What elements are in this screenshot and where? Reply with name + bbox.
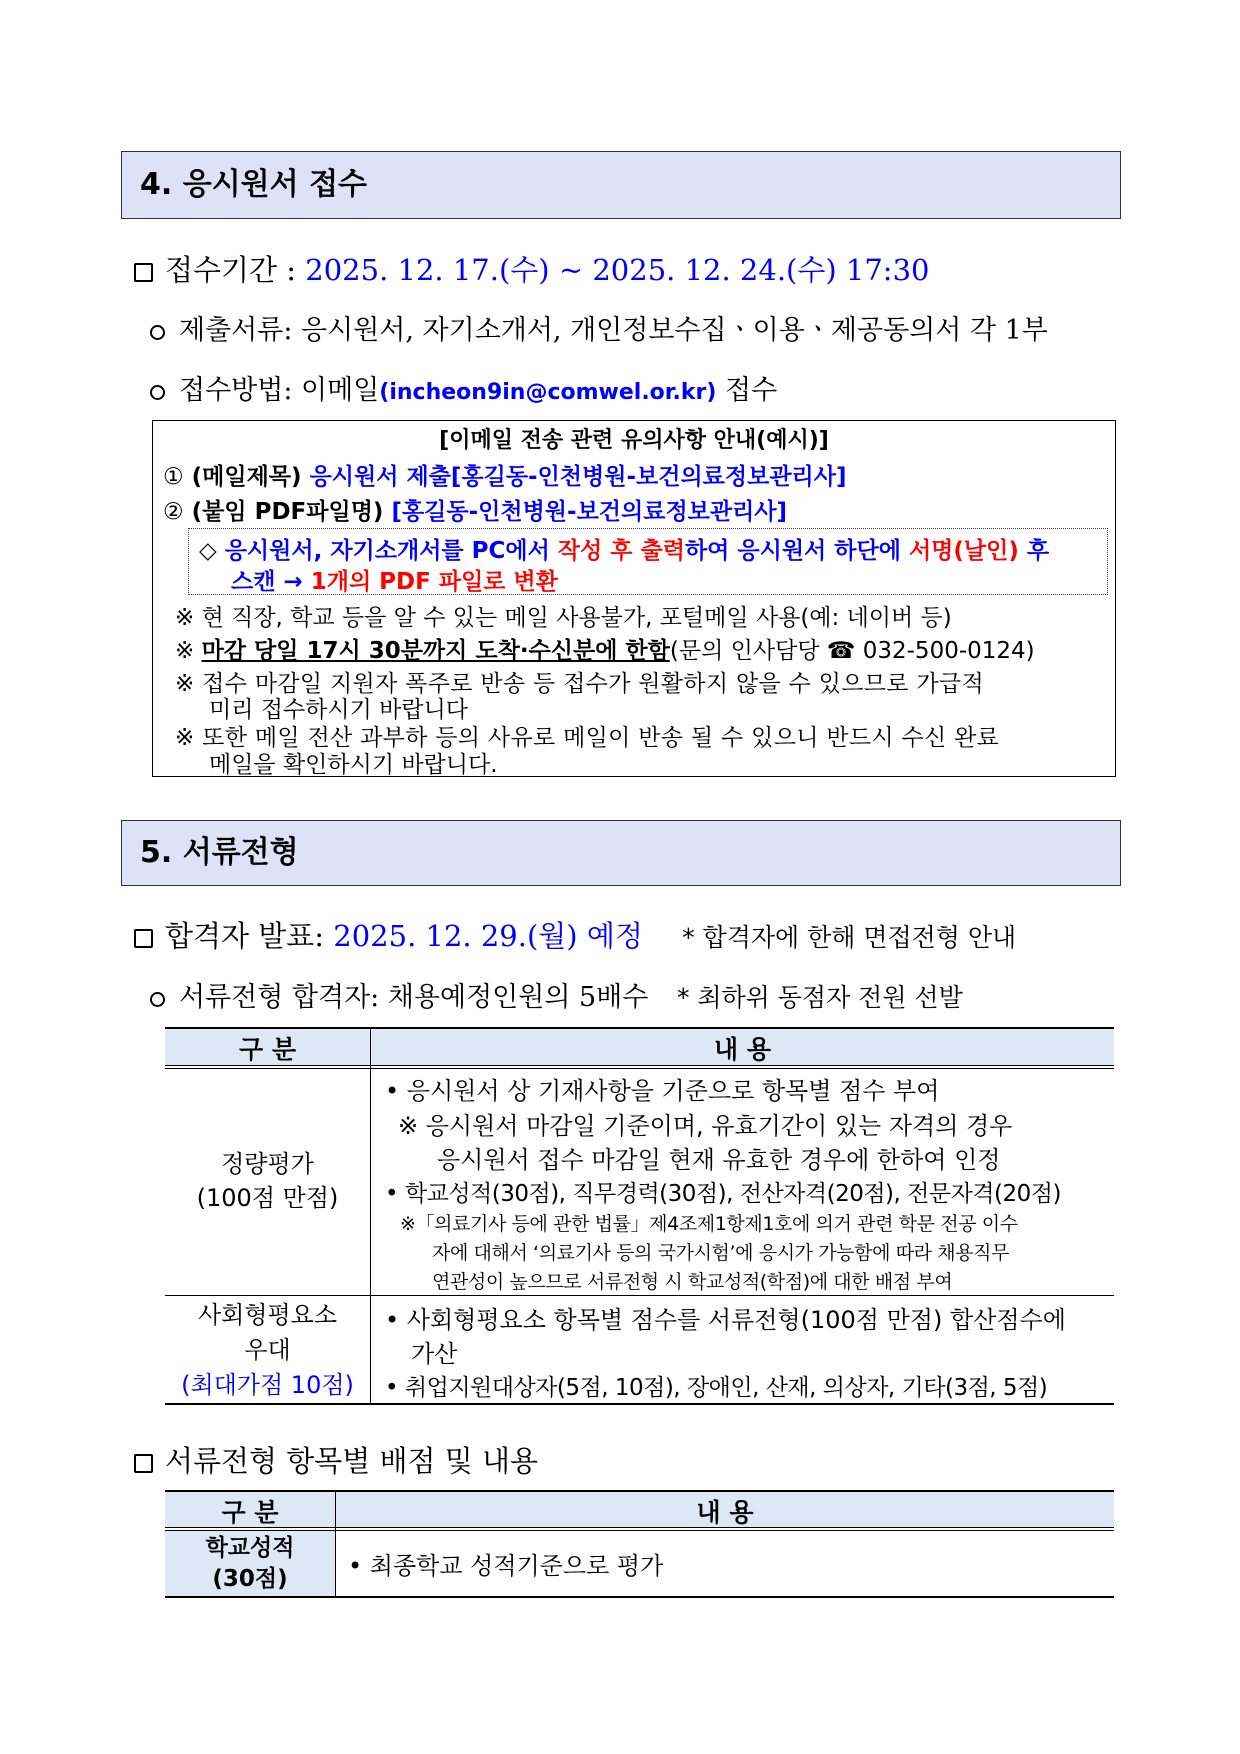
table2-header-col1: 구 분 xyxy=(221,1498,279,1527)
pass-note: * 최하위 동점자 전원 선발 xyxy=(676,983,963,1012)
notice-item2 xyxy=(163,493,787,526)
docs-value: 응시원서, 자기소개서, 개인정보수집ㆍ이용ㆍ제공동의서 각 1부 xyxy=(301,315,1048,346)
table2-row1-title: 학교성적 xyxy=(205,1535,295,1561)
notice-title: [이메일 전송 관련 유의사항 안내(예시)] xyxy=(439,428,829,453)
checkbox-square-icon xyxy=(134,929,153,948)
pdf-instruction-line1 xyxy=(199,532,1049,565)
row1-line1: • 응시원서 상 기재사항을 기준으로 항목별 점수 부여 xyxy=(385,1077,940,1105)
diamond-icon: ◇ xyxy=(199,538,217,564)
method-label: 접수방법: xyxy=(179,375,293,406)
table1-header-col2: 내 용 xyxy=(713,1035,771,1064)
notice-item1-label: (메일제목) xyxy=(191,464,302,490)
circle-bullet-icon xyxy=(150,385,165,400)
row2-col1-title: 사회형평요소 xyxy=(197,1301,338,1329)
announce-label: 합격자 발표: xyxy=(165,919,325,953)
instruction-text-c: 하여 응시원서 하단에 xyxy=(684,538,909,564)
row2-col1-title2: 우대 xyxy=(244,1336,291,1364)
row2-line2: 가산 xyxy=(411,1340,458,1368)
notice-note3-line1: ※ 접수 마감일 지원자 폭주로 반송 등 접수가 원활하지 않을 수 있으므로 가급적 xyxy=(175,671,984,697)
period-value: 2025. 12. 17.(수) ~ 2025. 12. 24.(수) 17:30 xyxy=(305,253,930,287)
instruction-text-a: 응시원서, 자기소개서를 PC에서 xyxy=(224,538,558,564)
notice-note3-line2: 미리 접수하시기 바랍니다 xyxy=(209,697,469,723)
table2-row1-col1 xyxy=(165,1531,335,1596)
instruction-text-g: 1개의 PDF 파일로 변환 xyxy=(310,569,558,595)
table2-header-col2: 내 용 xyxy=(696,1498,754,1527)
notice-note2 xyxy=(175,632,1035,665)
period-label: 접수기간 : xyxy=(165,253,297,287)
announce-value: 2025. 12. 29.(월) 예정 xyxy=(333,919,643,953)
notice-note1: ※ 현 직장, 학교 등을 알 수 있는 메일 사용불가, 포털메일 사용(예: 네이버 등) xyxy=(175,605,952,631)
checkbox-square-icon xyxy=(134,263,153,282)
note2-mark: ※ xyxy=(175,638,195,664)
pdf-instruction-line2 xyxy=(231,563,558,596)
row1-col1-title: 정량평가 xyxy=(221,1150,314,1178)
announce-row xyxy=(134,914,1016,955)
notice-item1 xyxy=(163,458,846,491)
instruction-text-f: 스캔 → xyxy=(231,569,311,595)
table1-header-col1: 구 분 xyxy=(238,1035,296,1064)
announce-note: * 합격자에 한해 면접전형 안내 xyxy=(682,923,1017,952)
table1-header-row xyxy=(165,1029,1114,1065)
section4-header xyxy=(121,151,1121,219)
table2-header-row xyxy=(165,1492,1114,1527)
section5-title: 5. 서류전형 xyxy=(140,835,299,870)
docs-row xyxy=(150,308,1048,347)
notice-note4-line2: 메일을 확인하시기 바랍니다. xyxy=(209,752,498,778)
score-heading-row xyxy=(134,1439,538,1480)
method-suffix: 접수 xyxy=(725,375,778,406)
checkbox-square-icon xyxy=(134,1454,153,1473)
score-table xyxy=(165,1490,1114,1598)
table2-row1-content: • 최종학교 성적기준으로 평가 xyxy=(348,1552,664,1580)
circle-bullet-icon xyxy=(150,992,165,1007)
table1-row2-col1 xyxy=(165,1298,370,1403)
period-row xyxy=(134,248,929,289)
notice-item2-value: [홍길동-인천병원-보건의료정보관리사] xyxy=(391,499,788,525)
row1-line2: ※ 응시원서 마감일 기준이며, 유효기간이 있는 자격의 경우 xyxy=(398,1112,1013,1140)
row1-line5: ※「의료기사 등에 관한 법률」제4조제1항제1호에 의거 관련 학문 전공 이수 xyxy=(400,1213,1018,1235)
score-heading: 서류전형 항목별 배점 및 내용 xyxy=(165,1444,539,1478)
row1-line7: 연관성이 높으므로 서류전형 시 학교성적(학점)에 대한 배점 부여 xyxy=(432,1271,953,1293)
docs-label: 제출서류: xyxy=(179,315,293,346)
notice-item1-num: ① xyxy=(163,464,184,490)
notice-item2-label: (붙임 PDF파일명) xyxy=(191,499,384,525)
section4-title: 4. 응시원서 접수 xyxy=(140,167,368,202)
email-notice-box xyxy=(152,420,1116,777)
pass-label: 서류전형 합격자: 채용예정인원의 5배수 xyxy=(179,982,649,1013)
notice-item2-num: ② xyxy=(163,499,184,525)
notice-item1-value: 응시원서 제출[홍길동-인천병원-보건의료정보관리사] xyxy=(309,464,847,490)
pass-row xyxy=(150,975,963,1014)
row1-line6: 자에 대해서 ‘의료기사 등의 국가시험’에 응시가 가능함에 따라 채용직무 xyxy=(432,1242,1010,1264)
row1-line4: • 학교성적(30점), 직무경력(30점), 전산자격(20점), 전문자격(20점) xyxy=(385,1181,1061,1207)
instruction-text-b: 작성 후 출력 xyxy=(557,538,685,564)
section5-header xyxy=(121,820,1121,886)
table1-row1-col1 xyxy=(165,1147,370,1215)
notice-note4-line1: ※ 또한 메일 전산 과부하 등의 사유로 메일이 반송 될 수 있으니 반드시 수신 완료 xyxy=(175,725,1000,751)
evaluation-table xyxy=(165,1027,1114,1405)
note2-bold: 마감 당일 17시 30분까지 도착·수신분에 한함 xyxy=(201,638,670,664)
circle-bullet-icon xyxy=(150,325,165,340)
row2-line1: • 사회형평요소 항목별 점수를 서류전형(100점 만점) 합산점수에 xyxy=(385,1306,1066,1334)
method-prefix: 이메일 xyxy=(301,375,380,406)
pdf-instruction-box xyxy=(188,528,1108,595)
instruction-text-e: 후 xyxy=(1018,538,1050,564)
row2-line3: • 취업지원대상자(5점, 10점), 장애인, 산재, 의상자, 기타(3점, 5점) xyxy=(385,1375,1048,1401)
method-email: (incheon9in@comwel.or.kr) xyxy=(379,380,717,405)
instruction-text-d: 서명(날인) xyxy=(908,538,1019,564)
row2-col1-subtitle: (최대가점 10점) xyxy=(181,1371,354,1399)
row1-col1-subtitle: (100점 만점) xyxy=(196,1184,339,1212)
method-row xyxy=(150,368,777,407)
table2-row1-subtitle: (30점) xyxy=(212,1566,288,1592)
note2-rest: (문의 인사담당 ☎ 032-500-0124) xyxy=(669,638,1035,664)
row1-line3: 응시원서 접수 마감일 현재 유효한 경우에 한하여 인정 xyxy=(437,1146,1001,1174)
